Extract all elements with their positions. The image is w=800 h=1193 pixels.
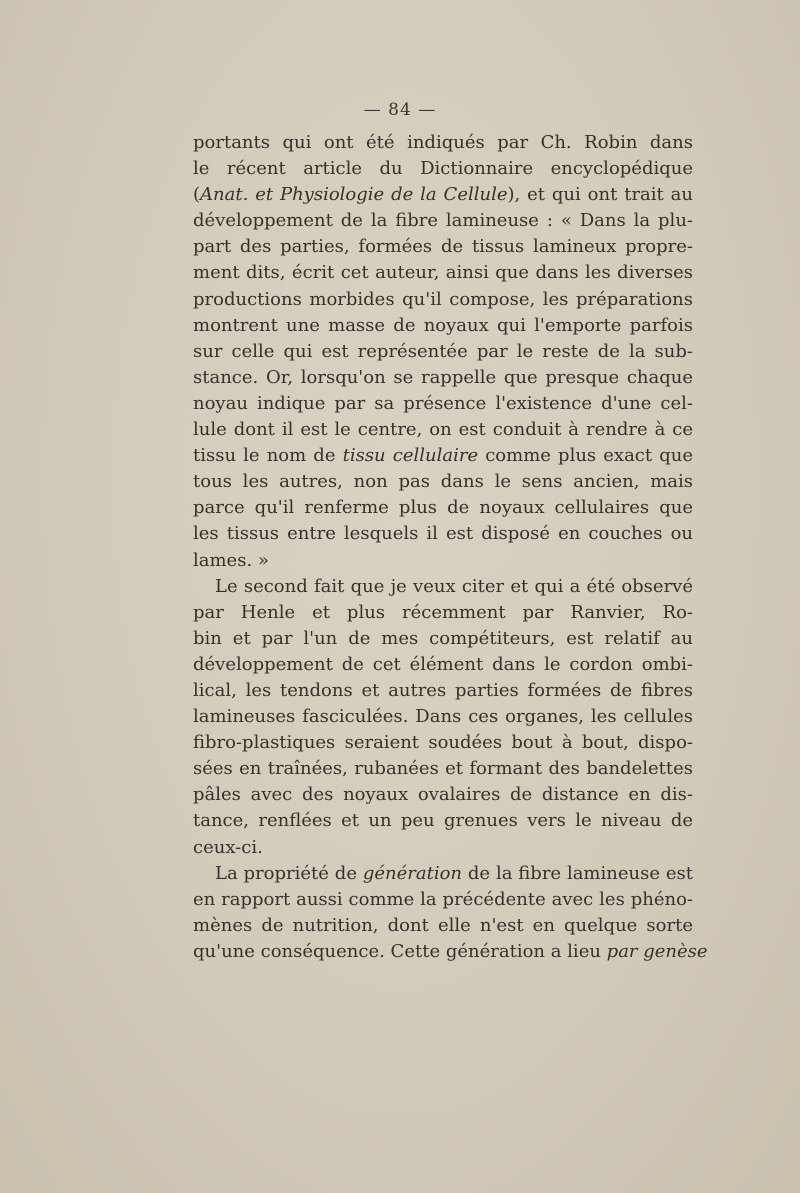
paragraph bbox=[193, 574, 693, 861]
text-line: fibro-plastiques seraient soudées bout à bout, dispo- bbox=[193, 732, 693, 754]
text-segment: La propriété de bbox=[215, 862, 363, 884]
italic-text: génération bbox=[362, 862, 463, 884]
italic-text: Anat. et Physiologie de la Cellule bbox=[200, 184, 508, 206]
text-line: lical, les tendons et autres parties formées de fibres bbox=[193, 679, 693, 701]
text-line bbox=[193, 861, 693, 887]
text-line: montrent une masse de noyaux qui l'emporte parfois bbox=[193, 314, 693, 336]
text-line: le récent article du Dictionnaire encyclopédique bbox=[193, 158, 693, 180]
body-text bbox=[193, 130, 708, 965]
text-segment: comme plus exact que bbox=[478, 445, 693, 467]
text-line: bin et par l'un de mes compétiteurs, est relatif au bbox=[193, 627, 693, 649]
text-line: noyau indique par sa présence l'existence d'une cel- bbox=[193, 392, 693, 414]
text-line: productions morbides qu'il compose, les préparations bbox=[193, 288, 693, 310]
text-line: développement de cet élément dans le cordon ombi- bbox=[193, 653, 693, 675]
text-line: développement de la fibre lamineuse : « Dans la plu- bbox=[193, 210, 693, 232]
italic-text: tissu cellulaire bbox=[342, 445, 479, 467]
text-segment: qu'une conséquence. Cette génération a lieu bbox=[193, 940, 607, 962]
text-line: parce qu'il renferme plus de noyaux cellulaires que bbox=[193, 497, 693, 519]
text-line bbox=[193, 182, 693, 208]
text-line: lames. » bbox=[193, 549, 269, 571]
text-line: portants qui ont été indiqués par Ch. Robin dans bbox=[193, 132, 693, 153]
text-segment: de la fibre lamineuse est bbox=[462, 862, 693, 884]
text-line bbox=[193, 939, 708, 965]
text-line: en rapport aussi comme la précédente avec les phéno- bbox=[193, 888, 693, 910]
page-number: — 84 — bbox=[363, 100, 437, 120]
text-line: lule dont il est le centre, on est conduit à rendre à ce bbox=[193, 419, 693, 441]
text-line: stance. Or, lorsqu'on se rappelle que presque chaque bbox=[193, 366, 693, 388]
text-line: ment dits, écrit cet auteur, ainsi que dans les diverses bbox=[193, 262, 693, 284]
text-segment: ), et qui ont trait au bbox=[507, 184, 693, 206]
text-line: Le second fait que je veux citer et qui a été observé bbox=[215, 575, 693, 597]
text-line: part des parties, formées de tissus lamineux propre- bbox=[193, 236, 693, 258]
text-line: par Henle et plus récemment par Ranvier, Ro- bbox=[193, 601, 693, 623]
text-line: ceux-ci. bbox=[193, 836, 263, 858]
text-line: les tissus entre lesquels il est disposé en couches ou bbox=[193, 523, 693, 545]
text-line: pâles avec des noyaux ovalaires de distance en dis- bbox=[193, 784, 693, 806]
paragraph bbox=[193, 861, 708, 965]
text-segment: tissu le nom de bbox=[193, 445, 343, 467]
italic-text: par genèse bbox=[606, 940, 708, 962]
text-line: mènes de nutrition, dont elle n'est en quelque sorte bbox=[193, 914, 693, 936]
text-line: tance, renflées et un peu grenues vers le niveau de bbox=[193, 810, 693, 832]
text-segment: ( bbox=[193, 184, 201, 206]
text-line: sées en traînées, rubanées et formant des bandelettes bbox=[193, 758, 693, 780]
text-line: lamineuses fasciculées. Dans ces organes, les cellules bbox=[193, 706, 693, 728]
text-line bbox=[193, 443, 693, 469]
text-line: tous les autres, non pas dans le sens ancien, mais bbox=[193, 471, 693, 493]
text-line: sur celle qui est représentée par le reste de la sub- bbox=[193, 340, 693, 362]
paragraph bbox=[193, 130, 693, 574]
